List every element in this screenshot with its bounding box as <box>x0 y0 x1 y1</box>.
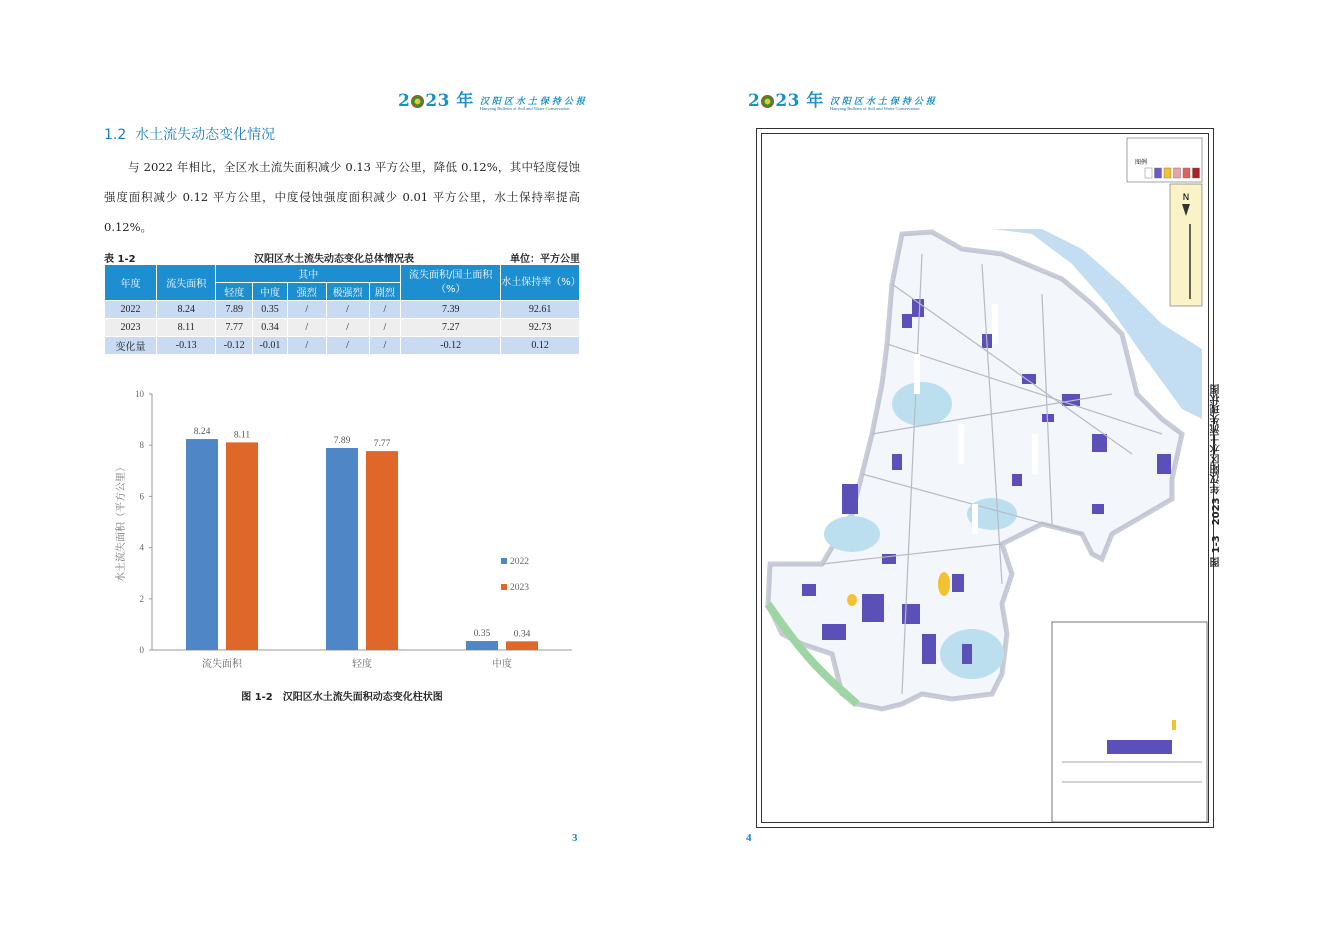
legend-swatch <box>1164 168 1171 178</box>
cell: / <box>326 301 369 319</box>
map-inner-frame <box>761 133 1209 823</box>
lake <box>892 382 952 426</box>
header-title: 汉阳区水土保持公报 <box>479 96 588 107</box>
col-light: 轻度 <box>216 283 253 301</box>
page-number: 3 <box>572 832 578 844</box>
cell: 92.73 <box>501 319 580 337</box>
cell: 8.11 <box>157 319 216 337</box>
figure-caption: 图 1-2 汉阳区水土流失面积动态变化柱状图 <box>241 692 443 703</box>
data-label: 0.34 <box>513 629 531 640</box>
cell: -0.12 <box>216 337 253 355</box>
col-retention: 水土保持率（%） <box>501 265 580 301</box>
erosion-change-table <box>104 264 580 355</box>
erosion-map <box>756 128 1214 828</box>
bar-chart-svg <box>104 380 584 680</box>
table-row <box>105 301 580 319</box>
bulletin-logo-icon <box>761 95 774 108</box>
header-title: 汉阳区水土保持公报 <box>829 96 938 107</box>
cell: -0.13 <box>157 337 216 355</box>
col-year: 年度 <box>105 265 157 301</box>
cell: 2023 <box>105 319 157 337</box>
data-label: 8.11 <box>233 430 251 441</box>
cell: -0.01 <box>253 337 288 355</box>
data-label: 7.77 <box>373 439 391 450</box>
svg-text:N: N <box>1182 193 1190 203</box>
legend-swatch <box>501 584 507 590</box>
legend-swatch <box>1183 168 1190 178</box>
legend-label: 2022 <box>510 557 529 567</box>
map-caption-text: 图 1-3 2023 年汉阳区水土流失现状图 <box>1211 384 1222 567</box>
table-label: 表 1-2 <box>104 254 136 265</box>
cell: 7.77 <box>216 319 253 337</box>
bar-2023 <box>366 451 398 650</box>
cell: / <box>326 319 369 337</box>
table-unit: 单位：平方公里 <box>510 254 580 265</box>
bar-chart <box>104 380 584 680</box>
cell: / <box>287 319 326 337</box>
table-row <box>105 319 580 337</box>
cell: / <box>326 337 369 355</box>
lake <box>824 516 880 552</box>
cell: 8.24 <box>157 301 216 319</box>
header-subtitle: Hanyang Bulletin of Soil and Water Conservation <box>829 105 920 111</box>
y-axis-label: 水土流失面积（平方公里） <box>116 462 127 582</box>
header-year: 2 23 年 <box>398 91 474 111</box>
map-svg <box>762 134 1210 824</box>
category-label: 流失面积 <box>202 659 242 670</box>
data-label: 7.89 <box>333 436 351 447</box>
cell: 2022 <box>105 301 157 319</box>
legend-swatch <box>1193 168 1200 178</box>
legend-swatch <box>501 558 507 564</box>
y-tick-label: 6 <box>139 491 144 502</box>
bar-2022 <box>186 439 218 650</box>
cell: / <box>287 301 326 319</box>
cell: -0.12 <box>401 337 501 355</box>
col-ratio: 流失面积/国土面积（%） <box>401 265 501 301</box>
legend-title: 图例 <box>1135 159 1148 166</box>
moderate-erosion-patch <box>847 594 857 606</box>
scale-bar <box>1170 184 1202 306</box>
page-header <box>398 86 588 111</box>
y-tick-label: 10 <box>135 389 144 399</box>
page-header <box>748 86 938 111</box>
cell: 0.35 <box>253 301 288 319</box>
moderate-erosion-patch <box>938 572 950 596</box>
col-very-strong: 极强烈 <box>326 283 369 301</box>
page-number: 4 <box>746 832 752 844</box>
category-label: 中度 <box>492 659 512 670</box>
section-title: 1.2 水土流失动态变化情况 <box>104 127 276 143</box>
cell: 7.39 <box>401 301 501 319</box>
legend-label: 2023 <box>510 583 529 593</box>
col-group: 其中 <box>216 265 401 283</box>
cell: / <box>287 337 326 355</box>
bar-2023 <box>506 641 538 650</box>
cell: / <box>369 319 401 337</box>
col-severe: 剧烈 <box>369 283 401 301</box>
legend-swatch <box>1145 168 1152 178</box>
y-tick-label: 0 <box>139 645 144 655</box>
header-year: 2 23 年 <box>748 91 824 111</box>
cell: 92.61 <box>501 301 580 319</box>
col-strong: 强烈 <box>287 283 326 301</box>
cell: 7.89 <box>216 301 253 319</box>
cell: / <box>369 301 401 319</box>
header-subtitle: Hanyang Bulletin of Soil and Water Conservation <box>479 105 570 111</box>
table-row <box>105 337 580 355</box>
bar-2022 <box>326 448 358 650</box>
data-label: 0.35 <box>473 629 491 640</box>
bar-2023 <box>226 442 258 650</box>
y-tick-label: 4 <box>139 542 144 553</box>
inset-chart <box>1052 622 1207 822</box>
category-label: 轻度 <box>352 659 372 670</box>
data-label: 8.24 <box>193 427 211 438</box>
cell: 0.12 <box>501 337 580 355</box>
cell: 变化量 <box>105 337 157 355</box>
body-paragraph: 与 2022 年相比，全区水土流失面积减少 0.13 平方公里，降低 0.12%，其中轻度侵蚀强度面积减少 0.12 平方公里，中度侵蚀强度面积减少 0.01 平方公里，水土保持率提高 0.12%。 <box>104 160 580 234</box>
bar-2022 <box>466 641 498 650</box>
bulletin-logo-icon <box>411 95 424 108</box>
cell: / <box>369 337 401 355</box>
cell: 7.27 <box>401 319 501 337</box>
y-tick-label: 8 <box>139 440 144 451</box>
col-area: 流失面积 <box>157 265 216 301</box>
y-tick-label: 2 <box>139 593 144 604</box>
map-caption <box>1209 384 1233 574</box>
legend-swatch <box>1155 168 1162 178</box>
table-title: 汉阳区水土流失动态变化总体情况表 <box>254 254 414 265</box>
legend-swatch <box>1174 168 1181 178</box>
cell: 0.34 <box>253 319 288 337</box>
map-legend <box>1127 138 1202 182</box>
col-moderate: 中度 <box>253 283 288 301</box>
